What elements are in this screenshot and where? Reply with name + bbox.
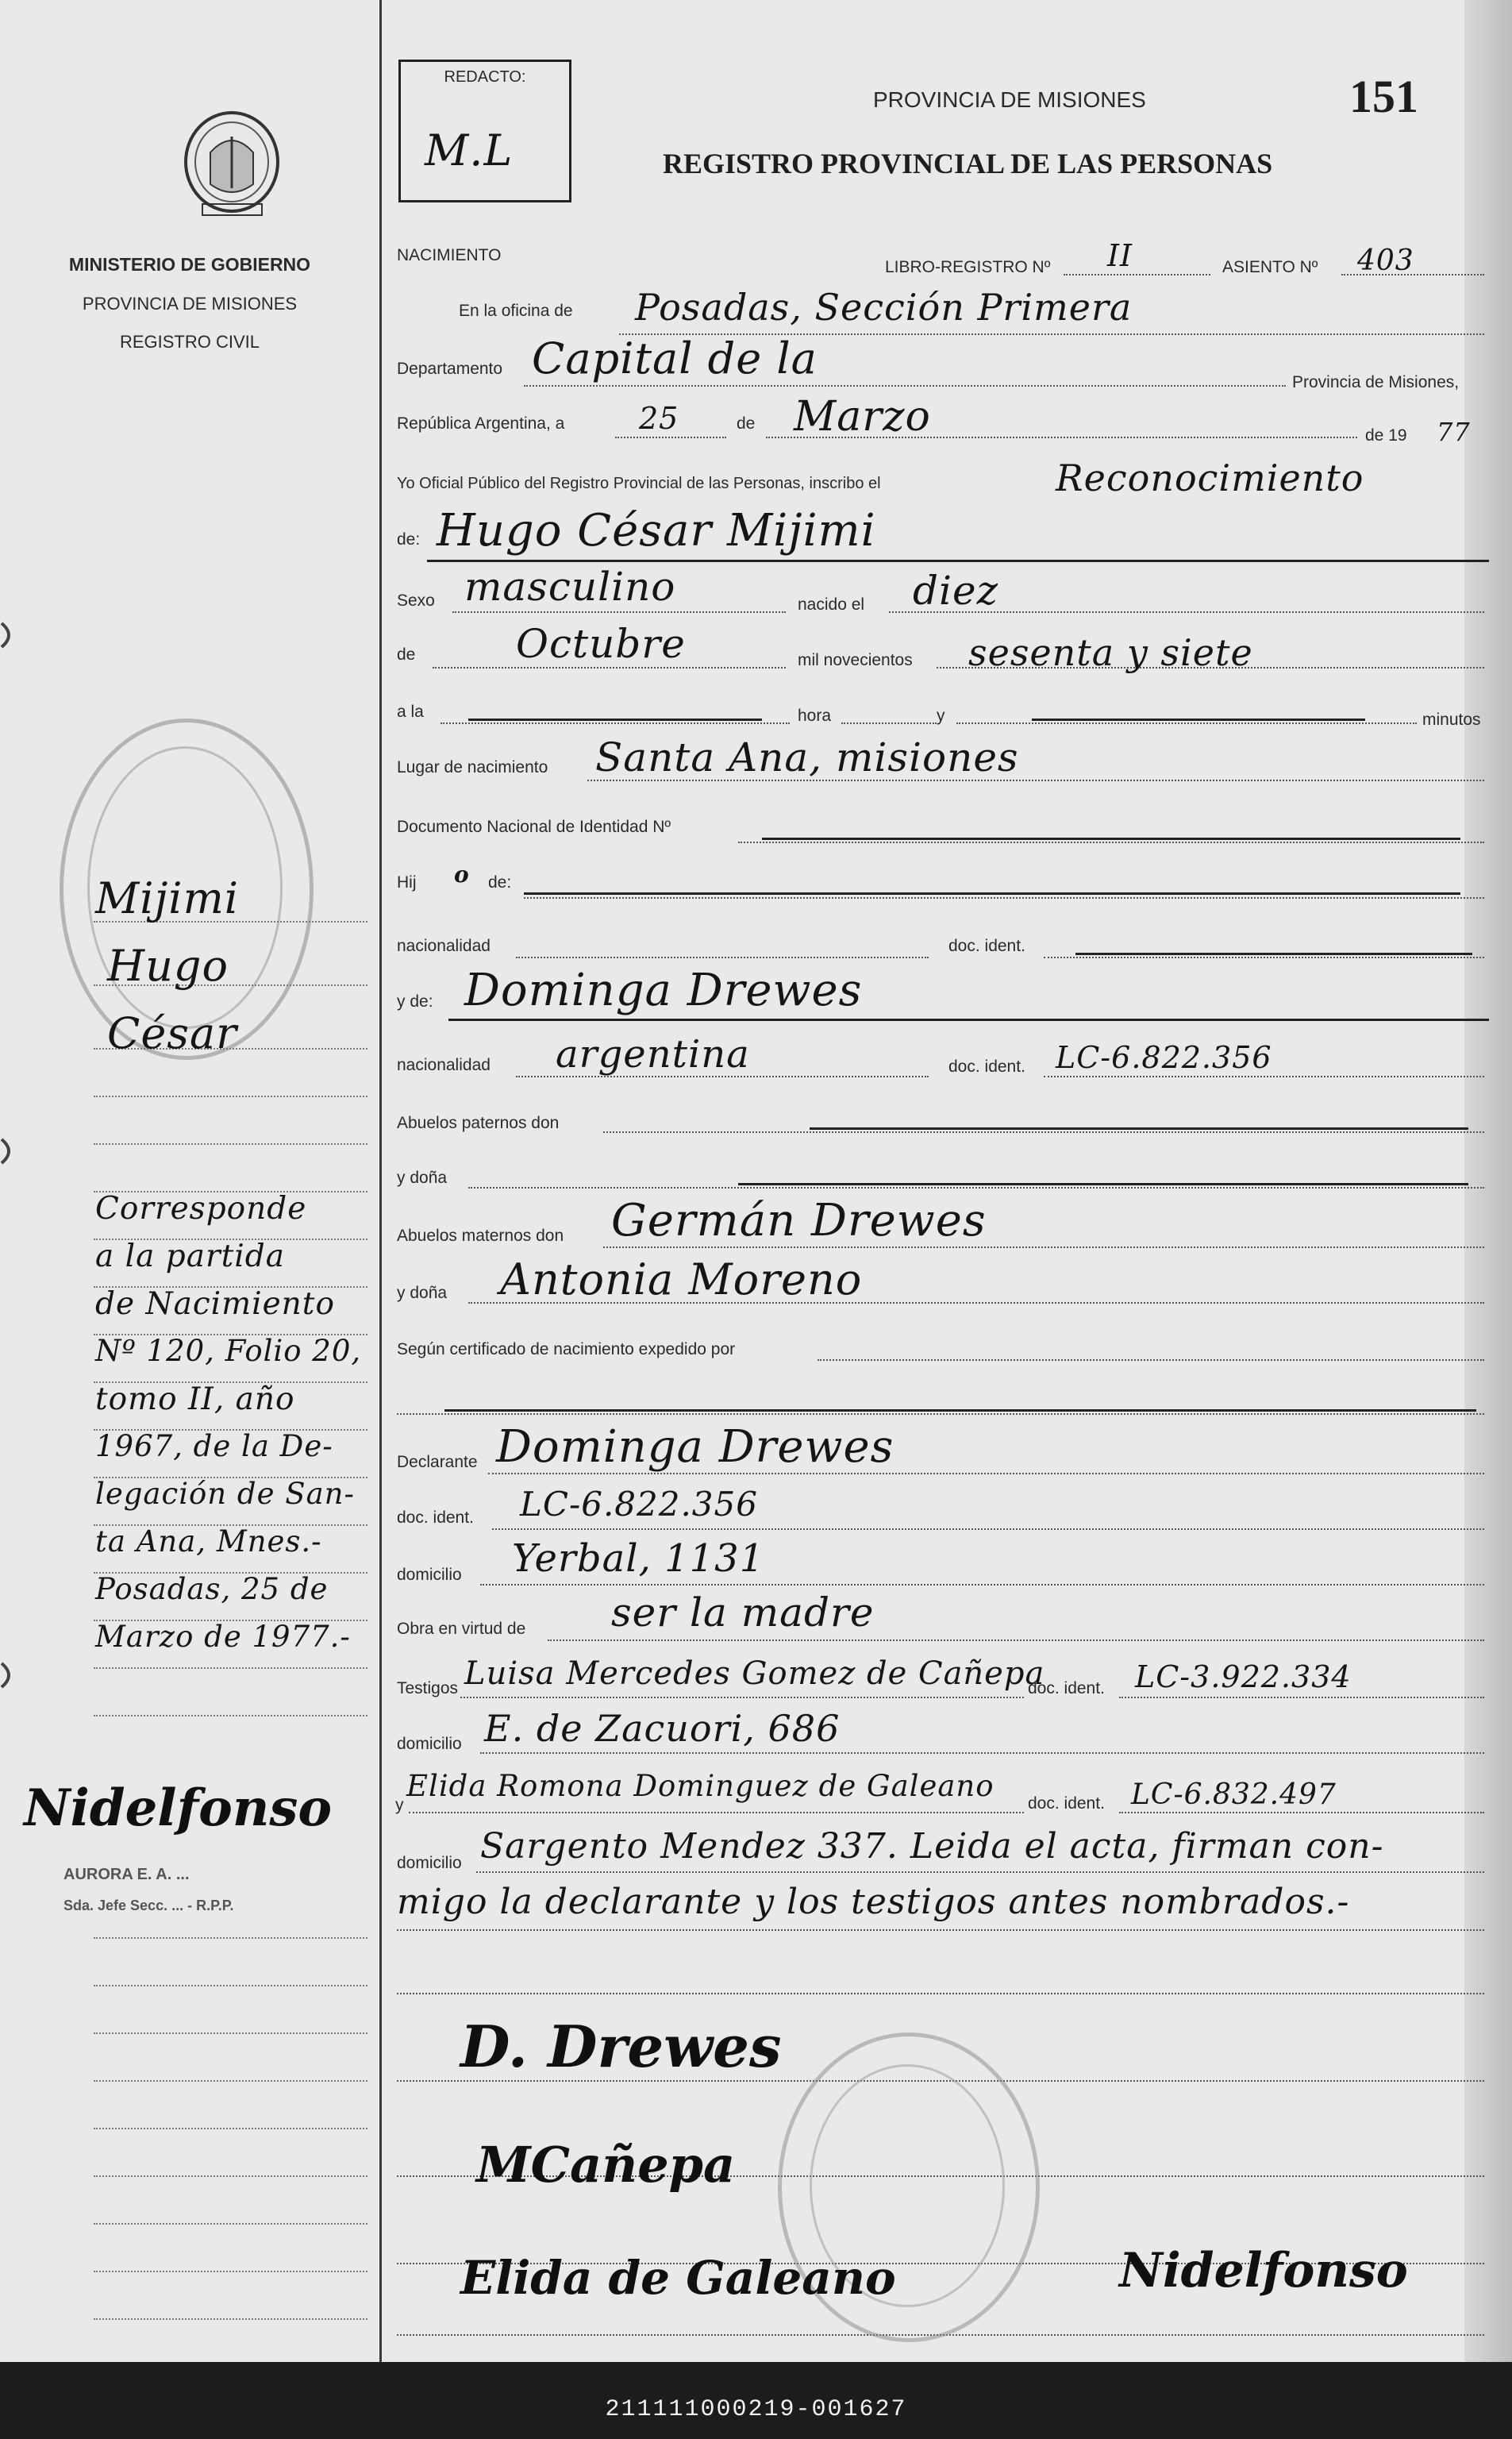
registry-title: REGISTRO PROVINCIAL DE LAS PERSONAS [663, 148, 1273, 179]
yde-label: y de: [397, 992, 433, 1011]
nacionalidad-label: nacionalidad [397, 1056, 491, 1074]
registrar-signature-left: Nidelfonso [24, 1778, 333, 1838]
doc-ident-label: doc. ident. [1028, 1679, 1105, 1697]
ala-label: a la [397, 703, 424, 721]
punch-hole-icon [0, 619, 24, 651]
republica-label: República Argentina, a [397, 414, 565, 433]
obra-value: ser la madre [611, 1589, 875, 1636]
redacto-value: M.L [425, 125, 514, 175]
abuelos-paternos-label: Abuelos paternos don [397, 1114, 560, 1132]
abuelo-materno: Germán Drewes [611, 1195, 987, 1246]
act-type-label: NACIMIENTO [397, 246, 502, 264]
doc-ident-label: doc. ident. [1028, 1794, 1105, 1813]
declarante-value: Dominga Drewes [496, 1421, 895, 1473]
declarante-label: Declarante [397, 1453, 478, 1471]
margin-note-line: legación de San- [95, 1477, 355, 1511]
obra-label: Obra en virtud de [397, 1620, 526, 1638]
oficina-label: En la oficina de [459, 302, 573, 320]
departamento-value: Capital de la [532, 333, 818, 383]
page-edge [1464, 0, 1512, 2362]
mil-label: mil novecientos [798, 651, 913, 669]
margin-second-name: César [107, 1008, 237, 1058]
libro-label: LIBRO-REGISTRO Nº [885, 258, 1051, 276]
testigos-label: Testigos [397, 1679, 459, 1697]
domicilio-label: domicilio [397, 1566, 462, 1584]
lugar-label: Lugar de nacimiento [397, 758, 548, 776]
mother-name: Dominga Drewes [464, 965, 863, 1016]
nacionalidad-label: nacionalidad [397, 937, 491, 955]
sexo-value: masculino [464, 564, 676, 610]
margin-note-line: Posadas, 25 de [95, 1572, 329, 1606]
stamp-text: Sda. Jefe Secc. ... - R.P.P. [63, 1898, 234, 1913]
birth-month: Octubre [516, 621, 686, 667]
page-number: 151 [1349, 71, 1418, 122]
testigo1-domicilio: E. de Zacuori, 686 [484, 1707, 841, 1750]
inscribo-label: Yo Oficial Público del Registro Provincial de las Personas, inscribo el [397, 475, 881, 492]
declarante-doc: LC-6.822.356 [520, 1485, 758, 1524]
left-registry: REGISTRO CIVIL [119, 332, 260, 352]
margin-first-name: Hugo [107, 941, 229, 991]
asiento-label: ASIENTO Nº [1222, 258, 1318, 276]
margin-note-line: de Nacimiento [95, 1286, 335, 1322]
margin-note-line: Marzo de 1977.- [95, 1620, 351, 1654]
sexo-label: Sexo [397, 591, 435, 610]
testigo2-name: Elida Romona Dominguez de Galeano [406, 1769, 995, 1803]
ydona-label: y doña [397, 1169, 448, 1187]
margin-note-line: a la partida [95, 1239, 285, 1274]
margin-surname: Mijimi [95, 873, 240, 923]
closing-line: migo la declarante y los testigos antes nombrados.- [397, 1882, 1350, 1922]
margin-note-line: tomo II, año [95, 1381, 295, 1417]
mother-nationality: argentina [556, 1032, 750, 1077]
person-name: Hugo César Mijimi [437, 505, 876, 557]
stamp-text: AURORA E. A. ... [63, 1866, 190, 1883]
de-persona-label: de: [397, 530, 421, 549]
redacto-box [398, 60, 571, 202]
domicilio-label: domicilio [397, 1735, 462, 1753]
inscribo-value: Reconocimiento [1056, 457, 1364, 499]
minutos-label: minutos [1422, 711, 1481, 729]
testigo1-signature: MCañepa [476, 2136, 736, 2194]
margin-note-line: Corresponde [95, 1191, 307, 1227]
y2-label: y [395, 1796, 404, 1814]
ministry-title: MINISTERIO DE GOBIERNO [68, 254, 311, 275]
testigo1-doc: LC-3.922.334 [1135, 1659, 1352, 1694]
coat-of-arms-icon [179, 105, 286, 224]
nacido-label: nacido el [798, 595, 865, 614]
left-province: PROVINCIA DE MISIONES [82, 294, 298, 314]
punch-hole-icon [0, 1135, 24, 1167]
hij-de-label: de: [488, 873, 512, 892]
testigo2-doc: LC-6.832.497 [1131, 1778, 1337, 1811]
year-label: de 19 [1365, 426, 1407, 445]
hij-value: o [454, 861, 470, 888]
dni-label: Documento Nacional de Identidad Nº [397, 818, 671, 836]
redacto-label: REDACTO: [444, 68, 526, 86]
margin-note-line: ta Ana, Mnes.- [95, 1524, 322, 1559]
header-province: PROVINCIA DE MISIONES [873, 87, 1146, 112]
certificado-label: Según certificado de nacimiento expedido por [397, 1340, 736, 1358]
mother-doc: LC-6.822.356 [1056, 1040, 1272, 1075]
month-value: Marzo [794, 393, 931, 441]
lugar-value: Santa Ana, misiones [595, 734, 1019, 780]
punch-hole-icon [0, 1659, 24, 1691]
hij-label: Hij [397, 873, 417, 892]
declarante-signature: D. Drewes [460, 2013, 782, 2080]
de-label: de [737, 414, 756, 433]
document-code: 211111000219-001627 [605, 2396, 907, 2423]
doc-ident-label: doc. ident. [948, 937, 1025, 955]
margin-note-line: Nº 120, Folio 20, [95, 1334, 362, 1368]
doc-ident-label: doc. ident. [397, 1508, 474, 1527]
departamento-label: Departamento [397, 360, 503, 378]
doc-ident-label: doc. ident. [948, 1058, 1025, 1076]
testigo1-name: Luisa Mercedes Gomez de Cañepa [464, 1655, 1045, 1692]
hora-label: hora [798, 707, 832, 725]
abuelos-maternos-label: Abuelos maternos don [397, 1227, 564, 1245]
y-label: y [937, 707, 945, 725]
provincia-suffix: Provincia de Misiones, [1292, 373, 1460, 391]
birth-year: sesenta y siete [968, 631, 1253, 674]
asiento-value: 403 [1357, 245, 1414, 277]
testigo2-domicilio: Sargento Mendez 337. Leida el acta, firman con- [480, 1826, 1384, 1867]
oficina-value: Posadas, Sección Primera [635, 286, 1133, 329]
de2-label: de [397, 645, 416, 664]
testigo2-signature: Elida de Galeano [460, 2251, 896, 2305]
abuela-materna: Antonia Moreno [500, 1254, 863, 1304]
nacido-day: diez [913, 568, 998, 614]
margin-note-line: 1967, de la De- [95, 1429, 333, 1463]
column-divider [379, 0, 382, 2362]
ydona-label: y doña [397, 1284, 448, 1302]
day-value: 25 [639, 401, 679, 436]
year-value: 77 [1437, 417, 1471, 447]
registrar-signature-right: Nidelfonso [1119, 2243, 1408, 2298]
domicilio-label: domicilio [397, 1854, 462, 1872]
declarante-domicilio: Yerbal, 1131 [512, 1536, 765, 1581]
libro-value: II [1107, 238, 1133, 273]
